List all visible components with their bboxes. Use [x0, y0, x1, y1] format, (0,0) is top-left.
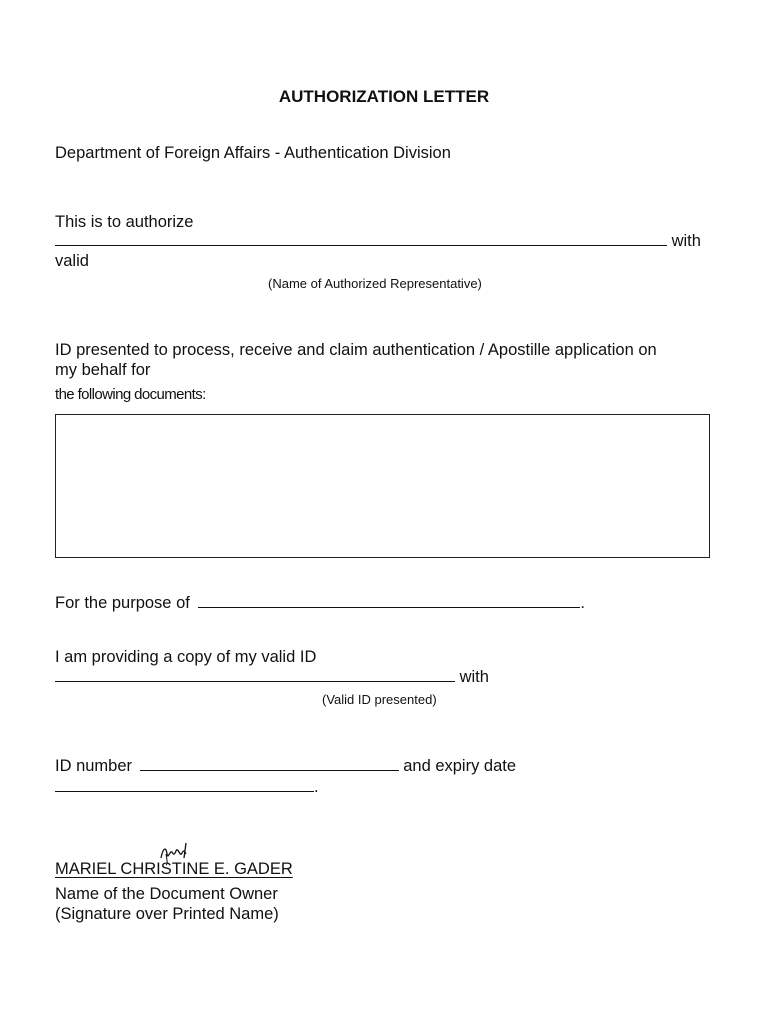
id-number-blank[interactable] — [140, 756, 399, 771]
with-text-2: with — [459, 668, 489, 686]
for-purpose-label: For the purpose of — [55, 594, 190, 612]
owner-label: Name of the Document Owner — [55, 885, 278, 903]
owner-printed-name: MARIEL CHRISTINE E. GADER — [55, 860, 293, 878]
addressee: Department of Foreign Affairs - Authentication Division — [55, 144, 451, 162]
documents-box[interactable] — [55, 414, 710, 558]
valid-id-row — [55, 667, 489, 687]
purpose-period: . — [580, 594, 586, 612]
expiry-label: and expiry date — [403, 757, 517, 775]
with-text: with — [671, 232, 701, 250]
representative-caption: (Name of Authorized Representative) — [268, 276, 482, 291]
valid-id-caption: (Valid ID presented) — [322, 692, 437, 707]
copy-id-text: I am providing a copy of my valid ID — [55, 648, 317, 666]
following-documents-label: the following documents: — [55, 386, 206, 403]
expiry-date-blank[interactable] — [55, 777, 314, 792]
valid-id-blank[interactable] — [55, 667, 455, 682]
signature-caption: (Signature over Printed Name) — [55, 905, 279, 923]
authorize-intro: This is to authorize — [55, 213, 194, 231]
purpose-line-2: my behalf for — [55, 361, 151, 379]
valid-text: valid — [55, 252, 89, 270]
for-purpose-row — [55, 593, 585, 613]
expiry-row — [55, 777, 319, 797]
letter-title: AUTHORIZATION LETTER — [278, 87, 490, 106]
id-number-row — [55, 756, 516, 776]
purpose-blank[interactable] — [198, 593, 580, 608]
representative-name-blank[interactable] — [55, 231, 667, 246]
id-number-label: ID number — [55, 757, 133, 775]
representative-line-row — [55, 231, 701, 251]
expiry-period: . — [314, 778, 319, 796]
purpose-line-1: ID presented to process, receive and claim authentication / Apostille application on — [55, 341, 657, 359]
